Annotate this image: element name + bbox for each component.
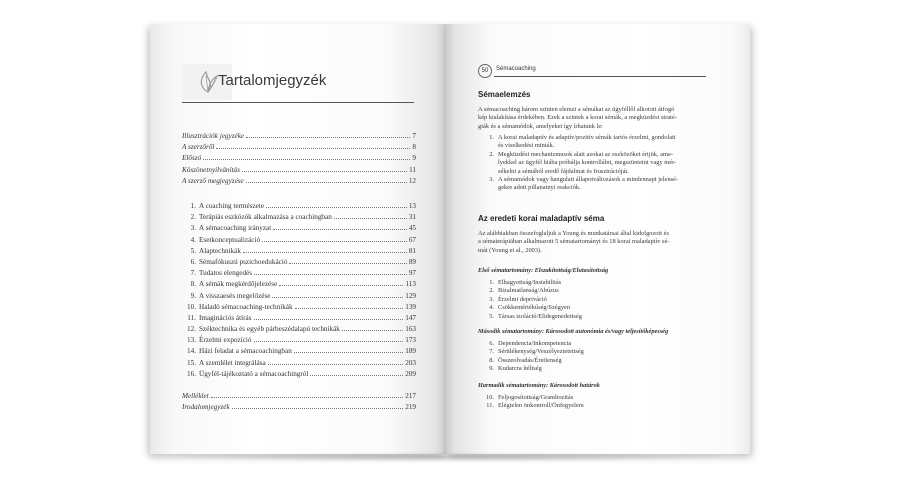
- numbered-list-item: [482, 176, 708, 193]
- paragraph-line: Az alábbiakban összefoglaljuk a Young és munkatársai által kidolgozott és: [478, 230, 669, 237]
- toc-entry-number: 1.: [190, 202, 196, 210]
- toc-leader-dots: [254, 319, 404, 320]
- list-text-line: Megküzdési mechanizmusok alatt azokat az eszközöket értjük, ame-: [498, 150, 673, 158]
- toc-leader-dots: [266, 207, 407, 208]
- toc-entry-number: 5.: [190, 246, 196, 255]
- list-number: 1.: [489, 134, 494, 141]
- domain1-title: Első sématartomány: Elszakítottság/Elutasítottság: [478, 267, 609, 274]
- toc-entry: [182, 166, 416, 177]
- section1-intro: [478, 106, 708, 131]
- list-text-line: A sémamódok vagy hangulati állapotváltozások a mindennapi jelensé-: [498, 176, 679, 184]
- paragraph-line: A sémacoaching három szinten elemzi a sémákat az ügyféllől alkotott átfogó: [478, 106, 675, 113]
- toc-entry-title: Széktechnika és egyéb párbeszédalapú technikák: [199, 325, 340, 334]
- toc-front-matter: [182, 132, 416, 188]
- toc-entry-title: Sémafókuszú pszichoedukáció: [199, 257, 288, 266]
- toc-entry-page: 129: [405, 291, 416, 300]
- schema-list-item: [482, 340, 702, 348]
- toc-entry-number: 4.: [190, 235, 196, 244]
- left-page: [150, 24, 446, 454]
- schema-number: 2.: [489, 287, 494, 295]
- schema-number: 6.: [489, 340, 494, 347]
- section2-intro: [478, 230, 708, 255]
- numbered-list-item: [482, 134, 708, 151]
- list-number: 3.: [489, 176, 494, 184]
- section1-list: [482, 134, 708, 193]
- toc-entry-page: 45: [408, 224, 416, 233]
- domain3-title: Harmadik sématartomány: Károsodott határok: [478, 382, 600, 389]
- schema-number: 11.: [486, 402, 494, 410]
- toc-leader-dots: [216, 148, 410, 149]
- toc-entry-number: 6.: [190, 257, 196, 266]
- toc-entry-page: 217: [405, 392, 416, 400]
- toc-entry-title: Esetkonceptualizáció: [199, 235, 261, 244]
- section-title-korai-sema: Az eredeti korai maladaptív séma: [478, 214, 605, 223]
- toc-leader-dots: [243, 252, 407, 253]
- toc-chapters: [182, 202, 416, 381]
- toc-leader-dots: [342, 330, 403, 331]
- paragraph-line: mát (Young et al., 2003).: [478, 246, 542, 254]
- toc-title: Tartalomjegyzék: [218, 72, 327, 89]
- toc-leader-dots: [289, 263, 406, 264]
- toc-entry: [182, 154, 416, 165]
- toc-leader-dots: [272, 297, 403, 298]
- list-text-line: és viselkedési minták.: [498, 142, 555, 150]
- toc-entry: [182, 303, 416, 314]
- toc-entry-page: 219: [405, 403, 416, 412]
- toc-entry: [182, 280, 416, 291]
- toc-entry-page: 13: [408, 202, 416, 210]
- book-shadow: [158, 452, 742, 462]
- toc-entry-page: 189: [405, 347, 416, 356]
- schema-list-item: [482, 296, 702, 304]
- toc-entry-page: 173: [405, 336, 416, 345]
- schema-name: Dependencia/Inkompetencia: [498, 340, 572, 347]
- open-book: [150, 24, 750, 454]
- toc-entry-title: A coaching természete: [199, 202, 265, 210]
- toc-back-matter: [182, 392, 416, 414]
- toc-entry: [182, 269, 416, 280]
- header-rule: [494, 76, 706, 77]
- toc-entry: [182, 247, 416, 258]
- schema-name: Érzelmi depriváció: [498, 295, 547, 303]
- toc-entry-title: Alaptechnikák: [199, 246, 241, 255]
- list-text-line: gekre adott pillanatnyi reakciók.: [498, 184, 581, 192]
- toc-entry-page: 89: [408, 257, 416, 266]
- running-head: Sémacoaching: [496, 66, 536, 72]
- toc-entry-number: 11.: [187, 313, 196, 322]
- toc-entry-title: Irodalomjegyzék: [182, 403, 230, 412]
- numbered-list-item: [482, 151, 708, 176]
- toc-entry: [182, 143, 416, 154]
- list-number: 2.: [489, 150, 494, 158]
- toc-entry-page: 7: [412, 132, 416, 140]
- schema-name: Kudarcra ítéltség: [498, 365, 542, 373]
- toc-leader-dots: [246, 182, 407, 183]
- toc-entry-number: 9.: [190, 291, 196, 300]
- schema-list-item: [482, 365, 702, 373]
- toc-leader-dots: [262, 241, 407, 242]
- toc-entry-page: 67: [408, 235, 416, 244]
- list-text: [498, 134, 676, 151]
- toc-entry-title: A szerző megjegyzése: [182, 176, 244, 185]
- toc-leader-dots: [334, 218, 407, 219]
- toc-entry: [182, 314, 416, 325]
- toc-entry-page: 12: [408, 176, 416, 185]
- schema-list-item: [482, 313, 702, 321]
- toc-entry-title: Érzelmi expozíció: [199, 336, 252, 345]
- toc-entry: [182, 213, 416, 224]
- toc-entry-page: 209: [405, 369, 416, 378]
- toc-entry-page: 31: [408, 213, 416, 222]
- toc-leader-dots: [295, 308, 404, 309]
- list-text: [498, 151, 676, 176]
- toc-entry: [182, 224, 416, 235]
- page-number: 50: [478, 64, 492, 78]
- toc-entry: [182, 258, 416, 269]
- schema-list-item: [482, 357, 702, 365]
- toc-entry: [182, 202, 416, 213]
- schema-name: Sérülékenység/Veszélyeztetettség: [498, 348, 584, 356]
- schema-name: Társas izoláció/Elidegenedettség: [498, 312, 582, 320]
- toc-entry-title: Haladó sémacoaching-technikák: [199, 302, 293, 311]
- schema-number: 3.: [489, 295, 494, 303]
- toc-entry-page: 139: [405, 302, 416, 311]
- toc-entry-number: 16.: [187, 369, 196, 378]
- schema-number: 7.: [489, 348, 494, 356]
- toc-leader-dots: [310, 375, 403, 376]
- toc-entry-page: 11: [409, 165, 416, 174]
- toc-entry: [182, 325, 416, 336]
- toc-leader-dots: [279, 285, 403, 286]
- schema-number: 9.: [489, 365, 494, 373]
- domain2-title: Második sématartomány: Károsodott autonómia és/vagy teljesítőképesség: [478, 328, 669, 335]
- toc-entry: [182, 177, 416, 188]
- toc-entry-title: Terápiás eszközök alkalmazása a coachingban: [199, 213, 332, 222]
- schema-name: Feljogosítottság/Grandiozitás: [498, 394, 574, 401]
- toc-entry: [182, 292, 416, 303]
- schema-number: 4.: [489, 304, 494, 312]
- toc-leader-dots: [273, 229, 407, 230]
- domain2-list: [482, 340, 702, 374]
- paragraph-line: a sématerápiában alkalmazott 5 sématartományt és 18 korai maladaptív sé-: [478, 238, 670, 246]
- toc-entry: [182, 236, 416, 247]
- toc-entry-page: 203: [405, 358, 416, 367]
- toc-entry-number: 10.: [187, 302, 196, 311]
- right-page: [446, 24, 750, 454]
- toc-leader-dots: [211, 397, 403, 398]
- domain1-list: [482, 279, 702, 321]
- toc-entry-number: 15.: [187, 358, 196, 367]
- toc-entry: [182, 347, 416, 358]
- leaf-icon: [198, 70, 218, 94]
- toc-leader-dots: [254, 274, 407, 275]
- schema-name: Elégtelen önkontroll/Önfegyelem: [498, 402, 584, 410]
- toc-entry-title: A sémák megkérdőjelezése: [199, 280, 278, 289]
- toc-leader-dots: [254, 341, 404, 342]
- toc-title-rule: [182, 102, 414, 103]
- schema-name: Elhagyottság/Instabilitás: [498, 279, 562, 286]
- toc-entry-title: Előszó: [182, 154, 202, 163]
- toc-leader-dots: [242, 171, 407, 172]
- toc-entry-number: 7.: [190, 269, 196, 278]
- schema-number: 8.: [489, 356, 494, 364]
- toc-entry-title: Ügyfél-tájékoztató a sémacoachingról: [199, 369, 309, 378]
- schema-list-item: [482, 304, 702, 312]
- list-text-line: A korai maladaptív és adaptív/pozitív sémák tartós érzelmi, gondolati: [498, 134, 676, 141]
- schema-list-item: [482, 287, 702, 295]
- toc-entry-page: 163: [405, 325, 416, 334]
- toc-header: [182, 62, 414, 104]
- toc-entry-number: 12.: [187, 325, 196, 334]
- toc-entry-title: A sémacoaching irányzat: [199, 224, 272, 233]
- toc-entry-number: 14.: [187, 347, 196, 356]
- toc-leader-dots: [232, 408, 404, 409]
- paragraph-line: kép kialakítása érdekében. Ezek a szintek a korai sémák, a megküzdési straté-: [478, 114, 677, 122]
- toc-entry-page: 81: [408, 246, 416, 255]
- toc-entry-page: 97: [408, 269, 416, 278]
- toc-leader-dots: [294, 352, 403, 353]
- toc-leader-dots: [268, 364, 404, 365]
- section-title-semaelemzes: Sémaelemzés: [478, 90, 531, 99]
- toc-entry-title: Házi feladat a sémacoachingban: [199, 347, 292, 356]
- toc-entry-title: Köszönetnyilvánítás: [182, 165, 240, 174]
- list-text-line: sékelni a sémából eredő fájdalmat és frusztrációját.: [498, 167, 629, 175]
- toc-entry-number: 2.: [190, 213, 196, 222]
- toc-entry-title: Illusztrációk jegyzéke: [182, 132, 245, 140]
- toc-entry: [182, 132, 416, 143]
- toc-entry-title: Melléklet: [182, 392, 209, 400]
- schema-name: Csökkentértékűség/Szégyen: [498, 304, 571, 312]
- paragraph-line: giák és a sémamódok, amelyeket így írhatunk le:: [478, 122, 603, 130]
- schema-list-item: [482, 394, 702, 402]
- toc-entry-page: 147: [405, 313, 416, 322]
- toc-entry-page: 113: [405, 280, 416, 289]
- schema-list-item: [482, 402, 702, 410]
- toc-entry: [182, 336, 416, 347]
- schema-number: 5.: [489, 312, 494, 320]
- schema-number: 10.: [486, 394, 494, 401]
- list-text-line: lyekkel az ügyfél hiába próbálja kontrollálni, megszüntetni vagy mér-: [498, 159, 677, 167]
- toc-entry-title: Tudatos elengedés: [199, 269, 253, 278]
- toc-entry-title: A szerzőről: [182, 143, 215, 152]
- schema-number: 1.: [489, 279, 494, 286]
- toc-entry: [182, 403, 416, 414]
- toc-entry: [182, 359, 416, 370]
- toc-leader-dots: [203, 159, 410, 160]
- domain3-list: [482, 394, 702, 411]
- toc-entry-number: 8.: [190, 280, 196, 289]
- toc-entry-title: Imaginációs átírás: [199, 313, 252, 322]
- list-text: [498, 176, 678, 193]
- schema-name: Bizalmatlanság/Abúzus: [498, 287, 559, 295]
- schema-list-item: [482, 279, 702, 287]
- toc-entry: [182, 370, 416, 381]
- toc-entry-title: A szemlélet integrálása: [199, 358, 266, 367]
- schema-name: Összeolvadás/Éretlenség: [498, 356, 562, 364]
- schema-list-item: [482, 348, 702, 356]
- toc-entry: [182, 392, 416, 403]
- toc-entry-page: 8: [412, 143, 416, 152]
- toc-entry-title: A visszaesés megelőzése: [199, 291, 271, 300]
- toc-entry-page: 9: [412, 154, 416, 163]
- toc-entry-number: 3.: [190, 224, 196, 233]
- page-header: [478, 64, 708, 78]
- toc-entry-number: 13.: [187, 336, 196, 345]
- toc-leader-dots: [246, 137, 410, 138]
